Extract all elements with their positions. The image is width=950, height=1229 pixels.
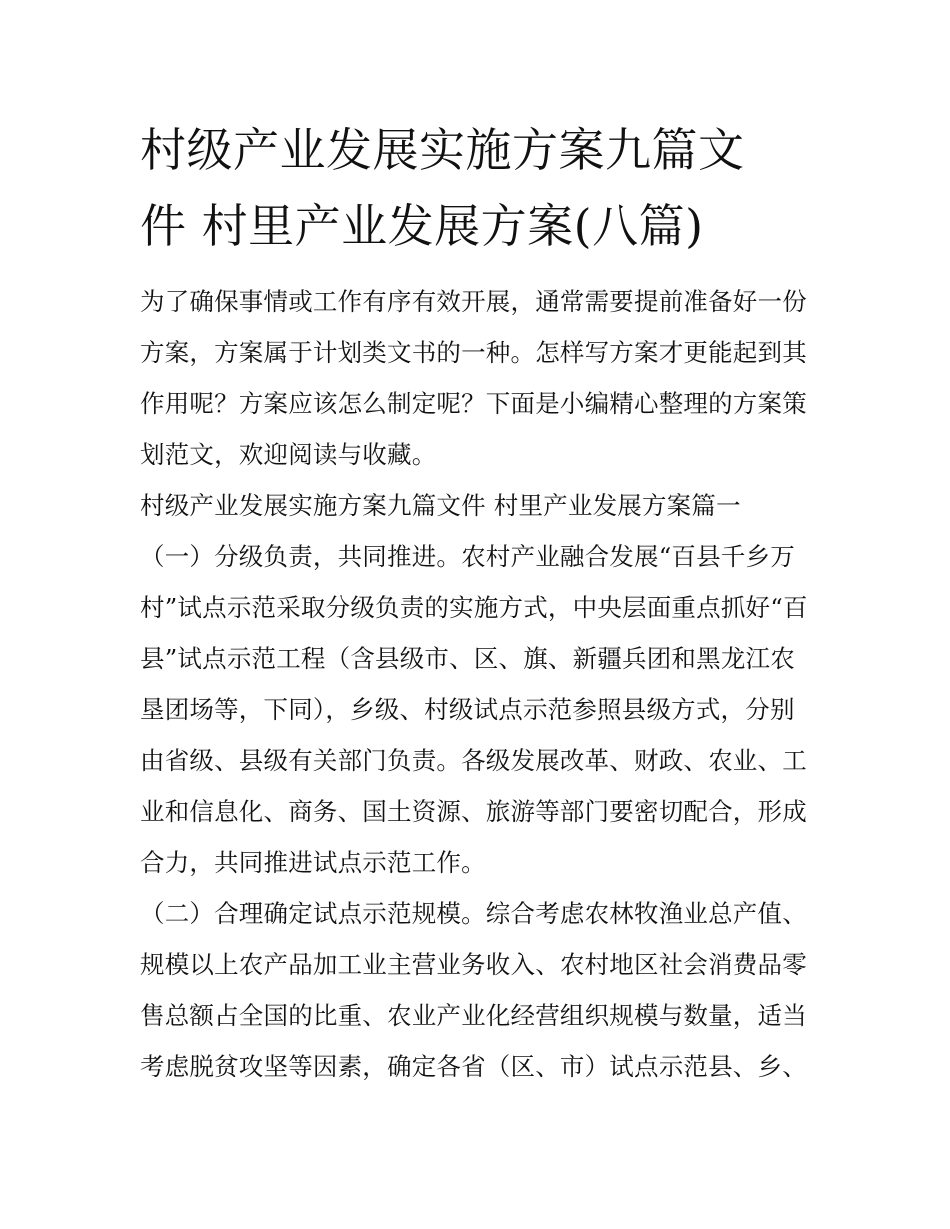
intro-line-1: 为了确保事情或工作有序有效开展，通常需要提前准备好一份 [140,287,807,316]
paragraph-2-line-2: 规模以上农产品加工业主营业务收入、农村地区社会消费品零 [140,950,807,979]
paragraph-1-line-6: 业和信息化、商务、国土资源、旅游等部门要密切配合，形成 [140,797,807,826]
document-title [140,112,820,264]
paragraph-1-line-4: 垦团场等，下同），乡级、村级试点示范参照县级方式，分别 [140,695,795,724]
section-heading: 村级产业发展实施方案九篇文件 村里产业发展方案篇一 [140,491,741,520]
paragraph-2-line-1: （二）合理确定试点示范规模。综合考虑农林牧渔业总产值、 [140,899,807,928]
intro-line-2: 方案，方案属于计划类文书的一种。怎样写方案才更能起到其 [140,338,807,367]
paragraph-2-line-4: 考虑脱贫攻坚等因素，确定各省（区、市）试点示范县、乡、 [140,1052,807,1081]
paragraph-1-line-3: 县”试点示范工程（含县级市、区、旗、新疆兵团和黑龙江农 [140,644,795,673]
intro-line-4: 划范文，欢迎阅读与收藏。 [140,440,437,469]
paragraph-2-line-3: 售总额占全国的比重、农业产业化经营组织规模与数量，适当 [140,1001,807,1030]
paragraph-1-line-1: （一）分级负责，共同推进。农村产业融合发展“百县千乡万 [140,542,795,571]
paragraph-1-line-2: 村”试点示范采取分级负责的实施方式，中央层面重点抓好“百 [140,593,808,622]
title-line-1: 村级产业发展实施方案九篇文 [140,123,745,177]
paragraph-1-line-5: 由省级、县级有关部门负责。各级发展改革、财政、农业、工 [140,746,807,775]
paragraph-1-line-7: 合力，共同推进试点示范工作。 [140,848,486,877]
title-line-2: 件 村里产业发展方案(八篇) [140,199,704,253]
intro-line-3: 作用呢？方案应该怎么制定呢？下面是小编精心整理的方案策 [140,389,807,418]
document-body [140,276,825,1092]
